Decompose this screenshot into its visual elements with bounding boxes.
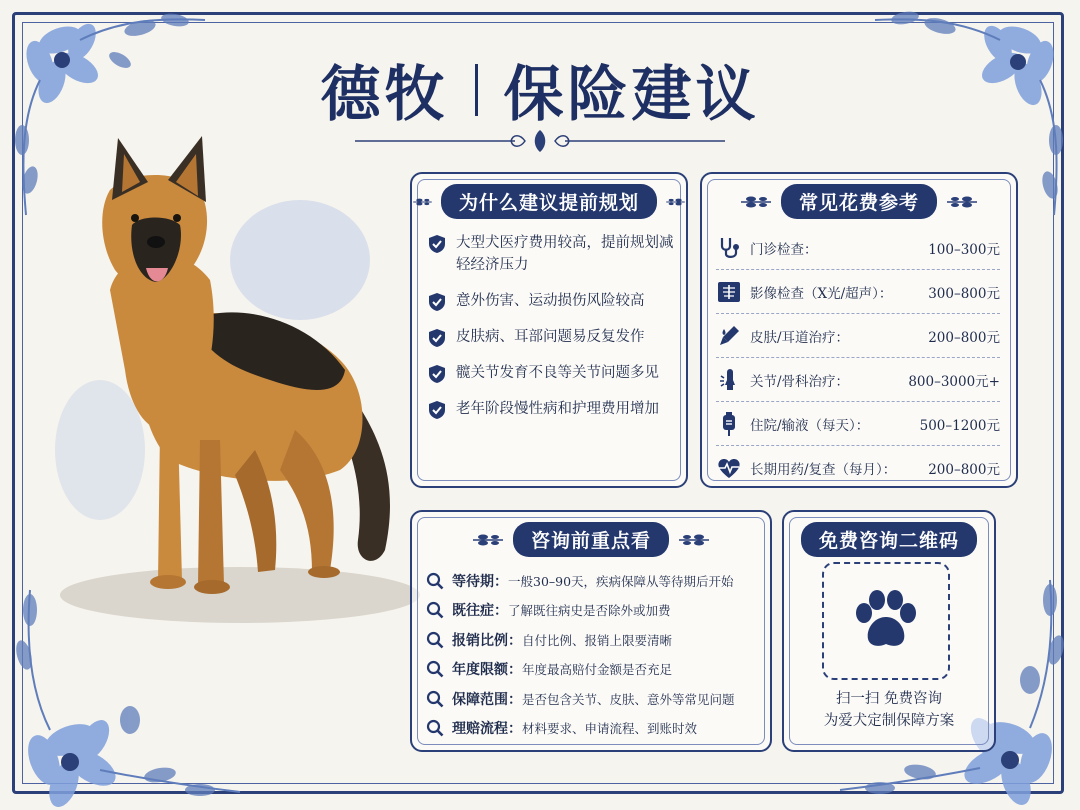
reasons-panel	[410, 172, 688, 488]
check-key: 理赔流程：	[452, 721, 522, 738]
check-text: 材料要求、申请流程、到账时效	[522, 721, 698, 737]
list-item	[716, 226, 1000, 270]
reason-text: 老年阶段慢性病和护理费用增加	[456, 401, 659, 417]
cost-value: 500–1200元	[919, 417, 1000, 434]
list-item	[426, 566, 762, 596]
magnifier-icon	[426, 660, 444, 678]
cost-label: 长期用药/复查（每月）：	[750, 461, 897, 478]
leaf-ornament-right-icon	[665, 195, 686, 209]
list-item	[426, 625, 762, 655]
costs-header	[702, 184, 1016, 219]
shield-check-icon	[428, 292, 446, 312]
iv-bag-icon	[716, 411, 742, 437]
checklist-heading: 咨询前重点看	[513, 522, 669, 557]
list-item	[426, 684, 762, 714]
qr-caption	[784, 688, 994, 732]
qr-panel	[782, 510, 996, 752]
magnifier-icon	[426, 690, 444, 708]
check-key: 年度限额：	[452, 662, 522, 679]
check-text: 是否包含关节、皮肤、意外等常见问题	[522, 691, 735, 707]
shield-check-icon	[428, 328, 446, 348]
cost-value: 200–800元	[928, 461, 1000, 478]
page-title	[230, 52, 850, 128]
cost-label: 关节/骨科治疗：	[750, 373, 850, 390]
list-item	[716, 314, 1000, 358]
check-key: 保障范围：	[452, 691, 522, 708]
shield-check-icon	[428, 234, 446, 254]
reasons-header	[412, 184, 686, 219]
german-shepherd-illustration	[40, 130, 420, 630]
check-text: 了解既往病史是否除外或加费	[508, 603, 671, 619]
cost-value: 200–800元	[928, 329, 1000, 346]
stethoscope-icon	[716, 235, 742, 261]
check-text: 自付比例、报销上限要清晰	[522, 632, 673, 648]
magnifier-icon	[426, 631, 444, 649]
qr-header	[784, 522, 994, 557]
list-item	[428, 362, 674, 384]
cost-value: 800–3000元+	[908, 373, 1000, 390]
checklist-header	[412, 522, 770, 557]
magnifier-icon	[426, 572, 444, 590]
qr-caption-line2: 为爱犬定制保障方案	[823, 713, 955, 729]
cost-value: 300–800元	[928, 285, 1000, 302]
cost-value: 100–300元	[928, 241, 1000, 258]
reason-text: 髋关节发育不良等关节问题多见	[456, 365, 659, 381]
list-item	[426, 596, 762, 626]
list-item	[426, 714, 762, 744]
magnifier-icon	[426, 719, 444, 737]
reasons-heading: 为什么建议提前规划	[441, 184, 657, 219]
check-key: 报销比例：	[452, 632, 522, 649]
qr-code-placeholder[interactable]	[822, 562, 950, 680]
leaf-ornament-left-icon	[739, 195, 773, 209]
reason-text: 大型犬医疗费用较高，提前规划减轻经济压力	[456, 235, 674, 273]
title-breed: 德牧	[320, 60, 449, 130]
heartbeat-icon	[716, 455, 742, 481]
leaf-ornament-right-icon	[677, 533, 711, 547]
list-item	[716, 358, 1000, 402]
list-item	[428, 290, 674, 312]
leaf-ornament-left-icon	[412, 195, 433, 209]
cost-label: 影像检查（X光/超声）：	[750, 285, 893, 302]
list-item	[716, 270, 1000, 314]
leaf-ornament-right-icon	[945, 195, 979, 209]
list-item	[428, 326, 674, 348]
check-text: 一般30–90天，疾病保障从等待期后开始	[508, 573, 734, 589]
cost-label: 住院/输液（每天）：	[750, 417, 870, 434]
checklist-panel	[410, 510, 772, 752]
shield-check-icon	[428, 364, 446, 384]
shield-check-icon	[428, 400, 446, 420]
list-item	[428, 232, 674, 276]
check-key: 既往症：	[452, 603, 508, 620]
reasons-list	[428, 232, 674, 434]
reason-text: 意外伤害、运动损伤风险较高	[456, 293, 645, 309]
cost-label: 门诊检查：	[750, 241, 818, 258]
check-text: 年度最高赔付金额是否充足	[522, 662, 673, 678]
list-item	[428, 398, 674, 420]
bone-joint-icon	[716, 367, 742, 393]
leaf-ornament-left-icon	[471, 533, 505, 547]
list-item	[716, 446, 1000, 489]
title-topic: 保险建议	[503, 60, 760, 130]
costs-heading: 常见花费参考	[781, 184, 937, 219]
title-separator	[475, 64, 478, 116]
list-item	[426, 655, 762, 685]
paw-icon	[850, 589, 922, 653]
costs-list	[716, 226, 1000, 489]
dropper-icon	[716, 323, 742, 349]
check-key: 等待期：	[452, 573, 508, 590]
qr-caption-line1: 扫一扫 免费咨询	[835, 691, 943, 707]
checklist-list	[426, 566, 762, 743]
xray-icon	[716, 279, 742, 305]
qr-heading: 免费咨询二维码	[801, 522, 977, 557]
reason-text: 皮肤病、耳部问题易反复发作	[456, 329, 645, 345]
list-item	[716, 402, 1000, 446]
magnifier-icon	[426, 601, 444, 619]
cost-label: 皮肤/耳道治疗：	[750, 329, 850, 346]
costs-panel	[700, 172, 1018, 488]
